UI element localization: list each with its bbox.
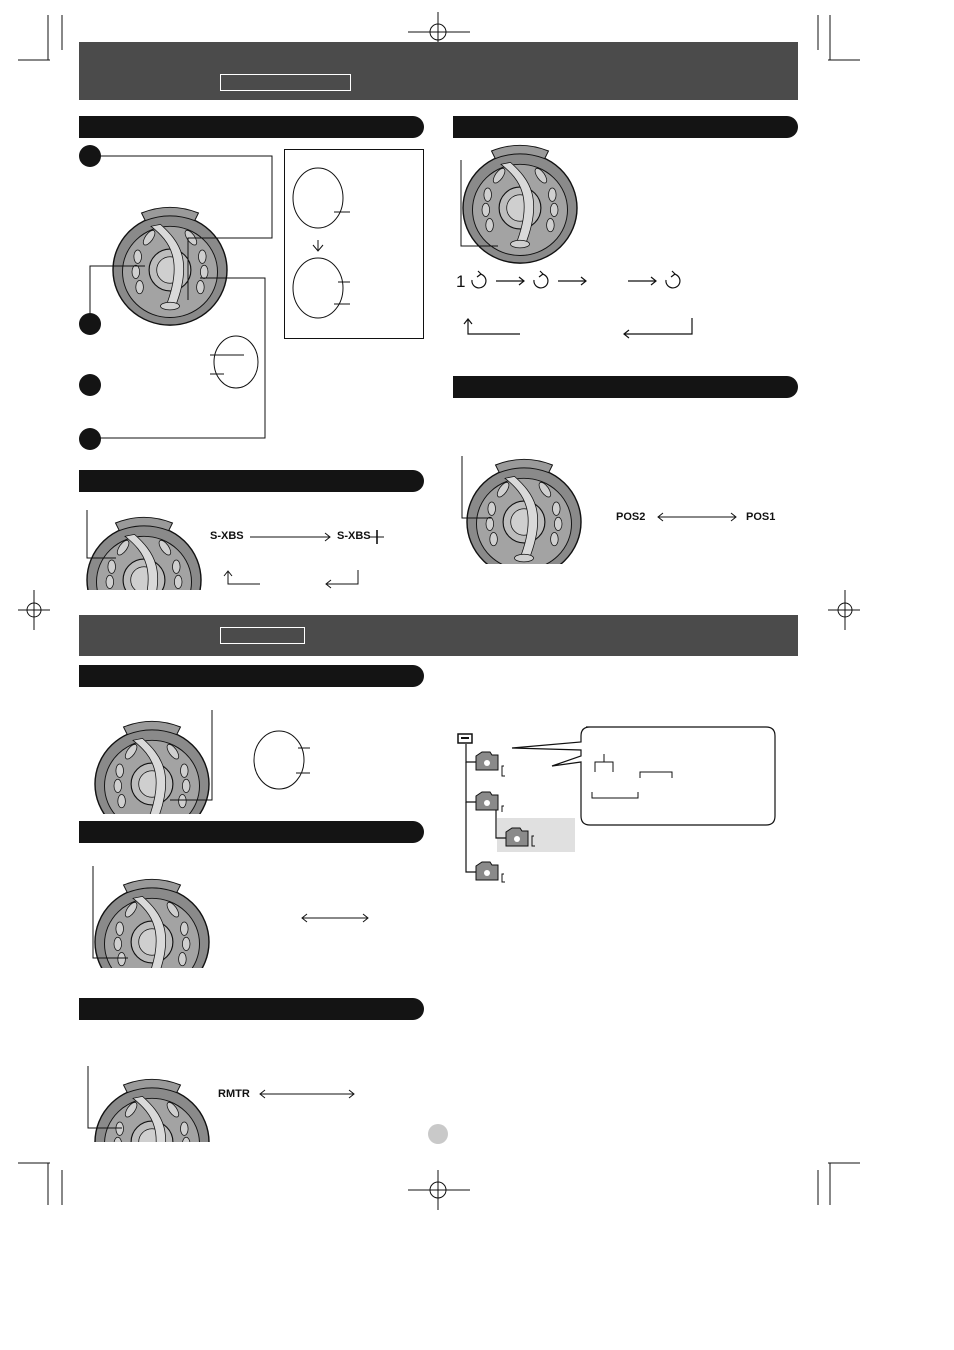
pos1-label: POS1: [746, 511, 776, 523]
sxbs-label: S-XBS: [210, 530, 244, 542]
sxbs-plus-label: S-XBS: [337, 530, 371, 542]
device-illustration-2: [463, 145, 577, 263]
page-number-marker: [428, 1124, 448, 1144]
rmtr-label: RMTR: [218, 1088, 250, 1100]
pos2-label: POS2: [616, 511, 646, 523]
folder-tree: [458, 734, 575, 882]
device-illustration-6: [95, 879, 209, 997]
device-illustration-5: [95, 721, 209, 839]
repeat-one-label: 1: [456, 272, 466, 291]
callout-bubble: [512, 727, 775, 825]
device-illustration-7: [95, 1079, 209, 1197]
device-illustration-4: [87, 517, 201, 635]
